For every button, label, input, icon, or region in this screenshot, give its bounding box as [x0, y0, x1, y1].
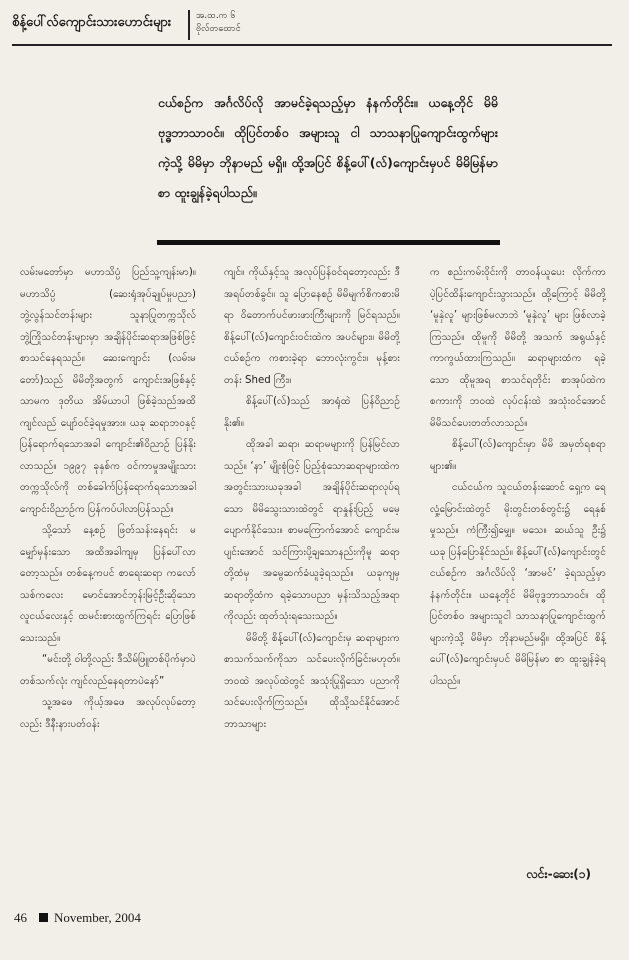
header-divider [188, 10, 190, 40]
page-number: 46 [14, 910, 27, 925]
author-signature: လင်း-ဆေး(၁) [526, 867, 591, 881]
paragraph: “မင်းတို့ ဝါတို့လည်း ဒီသိမ်ဖြူတစ်ပိုက်မှာပဲ တစ်သက်လုံး ကျင်လည်နေရတာပဲနော်” [20, 654, 196, 687]
paragraph: ကျင်။ ကိုယ်နှင့်သူ အလုပ်ပြန်ဝင်ရတော့လည်း ဒီအရပ်တစ်ခွင်။ သူ ပြောနေစဉ် မိမိမျက်စိကစားမိရာ ဝိတောက်ပင်ဖားဖားကြီးများကို မြင်ရသည်။ စိန့်ပေါ်(လ်)ကျောင်းဝင်းထဲက အပင်များ။ မိမိတို့ငယ်စဉ်က ကစားခဲ့ရာ ဘောလုံးကွင်း။ မုန့်စားတန်း Shed ကြီး။ [224, 267, 400, 386]
magazine-section-title: စိန့်ပေါ်လ်ကျောင်းသားဟောင်းများ [12, 15, 172, 30]
article-column-3 [430, 262, 606, 692]
paragraph: စိန့်ပေါ်(လ်)သည် အာရုံထဲ ပြန်ဝိညာဉ်နိုး၏။ [224, 396, 400, 429]
paragraph: သို့သော် နေ့စဉ် ဖြတ်သန်းနေရင်း မမျှော်မှန်းသော အထိအခါကျမှ ပြန်ပေါ်လာတော့သည်။ တစ်နေ့ကပင် စာရေးဆရာ ကလော်သစ်ကလေး မောင်အောင်ဘုန်းမြင့်ဦးဆိုသော လူငယ်လေးနှင့် ထမင်းစားထွက်ကြရင်း ပြောဖြစ်သေးသည်။ [20, 525, 196, 644]
intro-underline-rule [157, 240, 500, 245]
issue-date: November, 2004 [54, 910, 141, 925]
paragraph: လမ်းမတော်မှာ မဟာသိပ္ပံ ပြည်သူ့ကျန်းမာ)။ မဟာသိပ္ပံ (ဆေးရုံအုပ်ချုပ်မှုပညာ) ဘွဲ့လွန်သင်တန်းများ သူနာပြုတက္ကသိုလ် ဘွဲ့ကြိုသင်တန်းများမှာ အချိန်ပိုင်းဆရာအဖြစ်ဖြင့် စာသင်နေရသည်။ ဆေးကျောင်း (လမ်းမတော်)သည် မိမိတို့အတွက် ကျောင်းအဖြစ်နှင့်သာမက ဒုတိယ အိမ်ယာပါ ဖြစ်ခဲ့သည်အထိ ကျင်လည် ပျော်ဝင်ခဲ့ရမှုအား။ ယခု ဆရာဘဝနှင့် ပြန်ရောက်ရသောအခါ ကျောင်း၏ဝိညာဉ် ပြန်နိုးလာသည်။ ၁၉၉၇ ခုနှစ်က ဝင်ကာမှုအမျိုးသားတက္ကသိုလ်ကို တစ်ခေါက်ပြန်ရောက်ရသောအခါ ကျောင်းဝိညာဉ်က ပြန်ကပ်ပါလာပြန်သည်။ [20, 267, 196, 515]
header-aside-line1: အ.ထ.က ၆ [196, 11, 236, 21]
intro-text: ငယ်စဉ်က အင်္ဂလိပ်လို အာမင်ခဲ့ရသည့်မှာ နံနက်တိုင်း။ ယနေ့တိုင် မိမိ ဗုဒ္ဓဘာသာဝင်။ ထိုပြင်တစ်ဝ အများသူ ငါ သာသနာပြုကျောင်းထွက်များကဲ့သို့ မိမိမှာ ဘိုနာမည် မရှိ။ ထို့အပြင် စိန့်ပေါ်(လ်)ကျောင်းမှပင် မိမိမြန်မာစာ ထူးချွန်ခဲ့ရပါသည်။ [158, 95, 498, 200]
header-aside [196, 10, 241, 36]
article-column-1 [20, 262, 196, 735]
paragraph: ငယ်ငယ်က သူငယ်တန်းဆောင် ရှေ့က ရေလှုံ့မြောင်းထဲတွင် မိုးတွင်းတစ်တွင်း၌ ရေနှစ်မှုသည်။ ကံကြီး၍မျှေ။ မသေ။ ဆယ်သူ ဦး၌ ယခု ပြန်ပြောနိုင်သည်။ စိန့်ပေါ်(လ်)ကျောင်းတွင် ငယ်စဉ်က အင်္ဂလိပ်လို ‘အာမင်’ ခဲ့ရသည့်မှာ နံနက်တိုင်း။ ယနေ့တိုင် မိမိဗုဒ္ဓဘာသာဝင်။ ထိုပြင်တစ်ဝ အများသူငါ သာသနာပြုကျောင်းထွက်များကဲ့သို့ မိမိမှာ ဘိုနာမည်မရှိ။ ထို့အပြင် စိန့်ပေါ်(လ်)ကျောင်းမှပင် မိမိမြန်မာ စာ ထူးချွန်ခဲ့ရပါသည်။ [430, 482, 606, 687]
square-bullet-icon [39, 913, 48, 922]
article-column-2 [224, 262, 400, 735]
intro-pullquote [158, 88, 498, 208]
paragraph: စိန့်ပေါ်(လ်)ကျောင်းမှာ မိမိ အမှတ်ရစရာ များ၏။ [430, 439, 606, 472]
header-aside-line2: ဗိုလ်တထောင် [196, 24, 241, 34]
page-header [12, 6, 612, 46]
paragraph: သူ့အဖေ ကိုယ့်အဖေ အလုပ်လုပ်တော့လည်း ဒီနီးနားပတ်ဝန်း [20, 697, 196, 730]
paragraph: မိမိတို့ စိန့်ပေါ်(လ်)ကျောင်းမှ ဆရာများက စာသက်သက်ကိုသာ သင်ပေးလိုက်ခြင်းမဟုတ်။ ဘဝထဲ အလုပ်ထဲတွင် အသုံးပြုရှိသော ပညာကို သင်ပေးလိုက်ကြသည်။ ထိုသို့သင်နိုင်အောင် ဘာသာများ [224, 632, 400, 730]
page-footer [14, 910, 141, 926]
paragraph: က စည်းကမ်းဝိုင်းကို တာဝန်ယူပေး လိုက်ကာ ပဲ့ပြင်ထိန်းကျောင်းသွားသည်။ ထို့ကြောင့် မိမိတို့ ‘မူနှဲလူ’ များဖြစ်မလာဘဲ ‘မူနှဲလူ’ များ ဖြစ်လာခဲ့ကြသည်။ ထိုမူကို မိမိတို့ အသက် အရွယ်နှင့် ကာကွယ်ထားကြသည်။ ဆရာများထံက ရခဲ့သော ထိုမူအရ စာသင်ရတိုင်း စာအုပ်ထဲက စကားကို ဘဝထဲ လုပ်ငန်းထဲ အသုံးဝင်အောင် မိမိသင်ပေးတတ်လာသည်။ [430, 267, 606, 429]
paragraph: ထိုအခါ ဆရာ၊ ဆရာမများကို ပြန်မြင်လာသည်။ ‘နာ’ မျိုးစုံဖြင့် ပြည့်စုံသောဆရာများထဲက အတွင်းသားယခုအခါ အချိန်ပိုင်းဆရာလုပ်ရသော မိမိသွေးသားထဲတွင် ရာနှုန်းပြည့် မမေ့ပျောက်နိုင်သေး။ စာမကြောက်အောင် ကျောင်းမပျင်းအောင် သင်ကြားပို့ချသောနည်းကိုမူ ဆရာတို့ထံမှ အမွေဆက်ခံယူခဲ့ရသည်။ ယခုကျမှ ဆရာတို့ထံက ရခဲ့သောပညာ မှန်းသိသည့်အရာကိုလည်း ထုတ်သုံးရသေးသည်။ [224, 439, 400, 622]
